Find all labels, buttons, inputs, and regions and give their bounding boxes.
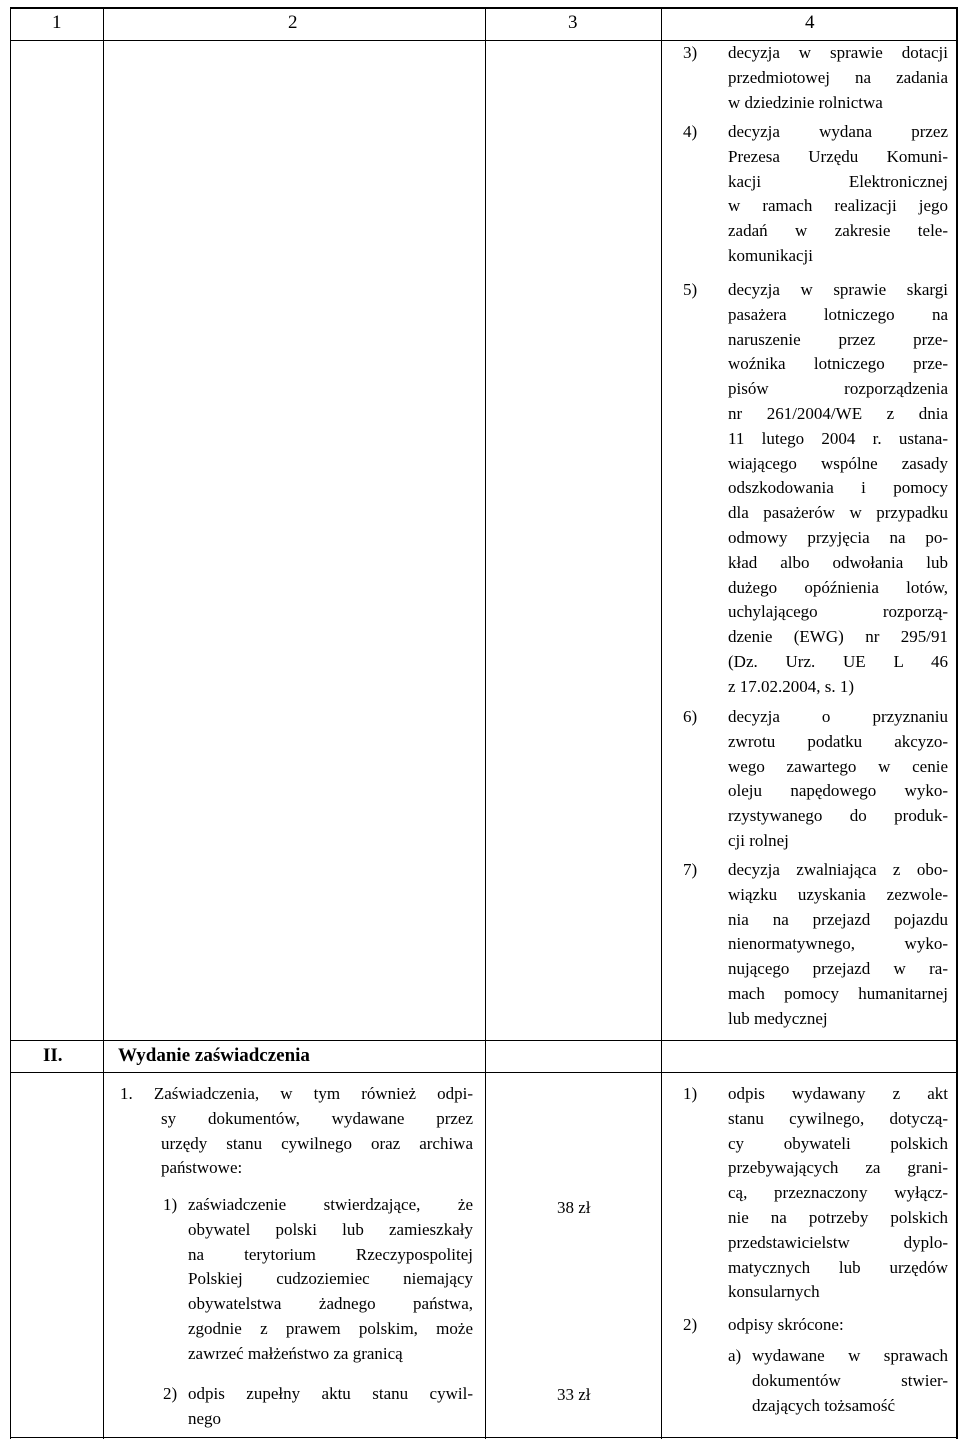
item-line: kład albo odwołania lub bbox=[728, 552, 948, 572]
table-border-top bbox=[10, 7, 957, 9]
item-line: zaświadczenie stwierdzające, że bbox=[188, 1195, 473, 1214]
item-line: nienormatywnego, wyko- bbox=[728, 934, 948, 954]
fee-value: 33 zł bbox=[557, 1385, 591, 1404]
item-line: dla pasażerów w przypadku bbox=[728, 503, 948, 523]
item-line: decyzja w sprawie skargi bbox=[728, 280, 948, 299]
item-line: odmowy przyjęcia na po- bbox=[728, 527, 948, 547]
fee-value: 38 zł bbox=[557, 1198, 591, 1217]
item-body bbox=[188, 1193, 473, 1367]
item-line: oleju napędowego wyko- bbox=[728, 781, 948, 801]
item-line: konsularnych bbox=[728, 1282, 820, 1302]
item-body bbox=[728, 858, 948, 1032]
item-line: odpis wydawany z akt bbox=[728, 1084, 948, 1103]
item-body bbox=[728, 278, 948, 700]
section-row-top bbox=[10, 1040, 957, 1041]
item-line: dużego opóźnienia lotów, bbox=[728, 577, 948, 597]
item-line: stanu cywilnego, dotyczą- bbox=[728, 1108, 948, 1128]
item-line: przedstawicielstw dyplo- bbox=[728, 1232, 948, 1252]
subitem-line: wydawane w sprawach bbox=[752, 1346, 948, 1365]
subitem-body bbox=[752, 1344, 948, 1418]
col2-intro-line: państwowe: bbox=[161, 1158, 243, 1178]
section-title: Wydanie zaświadczenia bbox=[118, 1045, 310, 1066]
item-line: wiającego wspólne zasady bbox=[728, 453, 948, 473]
item-line: decyzja o przyznaniu bbox=[728, 707, 948, 726]
item-number: 4) bbox=[683, 122, 698, 141]
item-number: 2) bbox=[683, 1315, 698, 1334]
item-line: decyzja wydana przez bbox=[728, 122, 948, 141]
header-col-2: 2 bbox=[288, 12, 298, 33]
item-line: na terytorium Rzeczypospolitej bbox=[188, 1244, 473, 1264]
header-col-1: 1 bbox=[52, 12, 62, 33]
item-line: komunikacji bbox=[728, 245, 813, 265]
item-number: 6) bbox=[683, 707, 698, 726]
item-line: przedmiotowej na zadania bbox=[728, 67, 948, 87]
item-line: uchylającego rozporzą- bbox=[728, 602, 948, 622]
item-number: 5) bbox=[683, 280, 698, 299]
item-body bbox=[728, 1313, 948, 1338]
item-body bbox=[728, 41, 948, 115]
item-line: zwrotu podatku akcyzo- bbox=[728, 731, 948, 751]
item-line: wego zawartego w cenie bbox=[728, 756, 948, 776]
item-number: 3) bbox=[683, 43, 698, 62]
item-line: odpisy skrócone: bbox=[728, 1315, 844, 1334]
item-line: 11 lutego 2004 r. ustana- bbox=[728, 428, 948, 448]
item-body bbox=[728, 120, 948, 269]
item-line: cji rolnej bbox=[728, 830, 789, 850]
item-body bbox=[728, 705, 948, 854]
item-number: 1) bbox=[163, 1195, 178, 1214]
table-border-bottom bbox=[10, 1437, 957, 1438]
item-line: nia na przejazd pojazdu bbox=[728, 909, 948, 929]
item-line: dzenie (EWG) nr 295/91 bbox=[728, 627, 948, 647]
col2-intro-line: 1. Zaświadczenia, w tym również odpi- bbox=[120, 1084, 473, 1103]
section-number: II. bbox=[43, 1045, 63, 1066]
item-line: nującego przejazd w ra- bbox=[728, 959, 948, 979]
col2-intro-line: urzędy stanu cywilnego oraz archiwa bbox=[161, 1133, 473, 1153]
item-line: cy obywateli polskich bbox=[728, 1133, 948, 1153]
col2-intro bbox=[118, 1082, 473, 1181]
item-line: zgodnie z prawem polskim, może bbox=[188, 1318, 473, 1338]
item-line: matycznych lub urzędów bbox=[728, 1257, 948, 1277]
item-line: mach pomocy humanitarnej bbox=[728, 983, 948, 1003]
col-divider-3 bbox=[661, 7, 662, 1439]
item-line: (Dz. Urz. UE L 46 bbox=[728, 651, 948, 671]
item-line: nr 261/2004/WE z dnia bbox=[728, 403, 948, 423]
item-line: odszkodowania i pomocy bbox=[728, 478, 948, 498]
item-line: pasażera lotniczego na bbox=[728, 304, 948, 324]
table-border-right bbox=[956, 7, 958, 1439]
item-line: odpis zupełny aktu stanu cywil- bbox=[188, 1384, 473, 1403]
col2-intro-line: sy dokumentów, wydawane przez bbox=[161, 1108, 473, 1128]
col-divider-2 bbox=[485, 7, 486, 1439]
item-line: nego bbox=[188, 1408, 222, 1428]
subitem-line: dokumentów stwier- bbox=[752, 1370, 948, 1390]
item-line: decyzja w sprawie dotacji bbox=[728, 43, 948, 62]
item-body bbox=[728, 1082, 948, 1305]
item-body bbox=[188, 1382, 473, 1432]
item-line: woźnika lotniczego prze- bbox=[728, 354, 948, 374]
item-line: z 17.02.2004, s. 1) bbox=[728, 676, 855, 696]
item-line: obywatel polski lub zamieszkały bbox=[188, 1219, 473, 1239]
item-line: zadań w zakresie tele- bbox=[728, 221, 948, 241]
item-line: rzystywanego do produk- bbox=[728, 806, 948, 826]
item-line: w ramach realizacji jego bbox=[728, 196, 948, 216]
subitem-number: a) bbox=[728, 1346, 742, 1365]
item-line: wiązku uzyskania zezwole- bbox=[728, 884, 948, 904]
item-line: naruszenie przez prze- bbox=[728, 329, 948, 349]
item-line: przebywających za grani- bbox=[728, 1158, 948, 1178]
item-line: obywatelstwa żadnego państwa, bbox=[188, 1294, 473, 1314]
item-number: 1) bbox=[683, 1084, 698, 1103]
item-line: Prezesa Urzędu Komuni- bbox=[728, 146, 948, 166]
item-line: w dziedzinie rolnictwa bbox=[728, 92, 883, 112]
item-line: cą, przeznaczony wyłącz- bbox=[728, 1183, 948, 1203]
col-divider-1 bbox=[103, 7, 104, 1439]
item-number: 2) bbox=[163, 1384, 178, 1403]
table-border-left bbox=[10, 7, 11, 1439]
item-line: lub medycznej bbox=[728, 1008, 828, 1028]
header-col-4: 4 bbox=[805, 12, 815, 33]
item-line: zawrzeć małżeństwo za granicą bbox=[188, 1343, 403, 1363]
item-line: nie na potrzeby polskich bbox=[728, 1207, 948, 1227]
item-number: 7) bbox=[683, 860, 698, 879]
item-line: pisów rozporządzenia bbox=[728, 379, 948, 399]
section-row-bottom bbox=[10, 1072, 957, 1073]
header-col-3: 3 bbox=[568, 12, 578, 33]
item-line: kacji Elektronicznej bbox=[728, 171, 948, 191]
item-line: Polskiej cudzoziemiec niemający bbox=[188, 1269, 473, 1289]
subitem-line: dzających tożsamość bbox=[752, 1395, 896, 1415]
item-line: decyzja zwalniająca z obo- bbox=[728, 860, 948, 879]
